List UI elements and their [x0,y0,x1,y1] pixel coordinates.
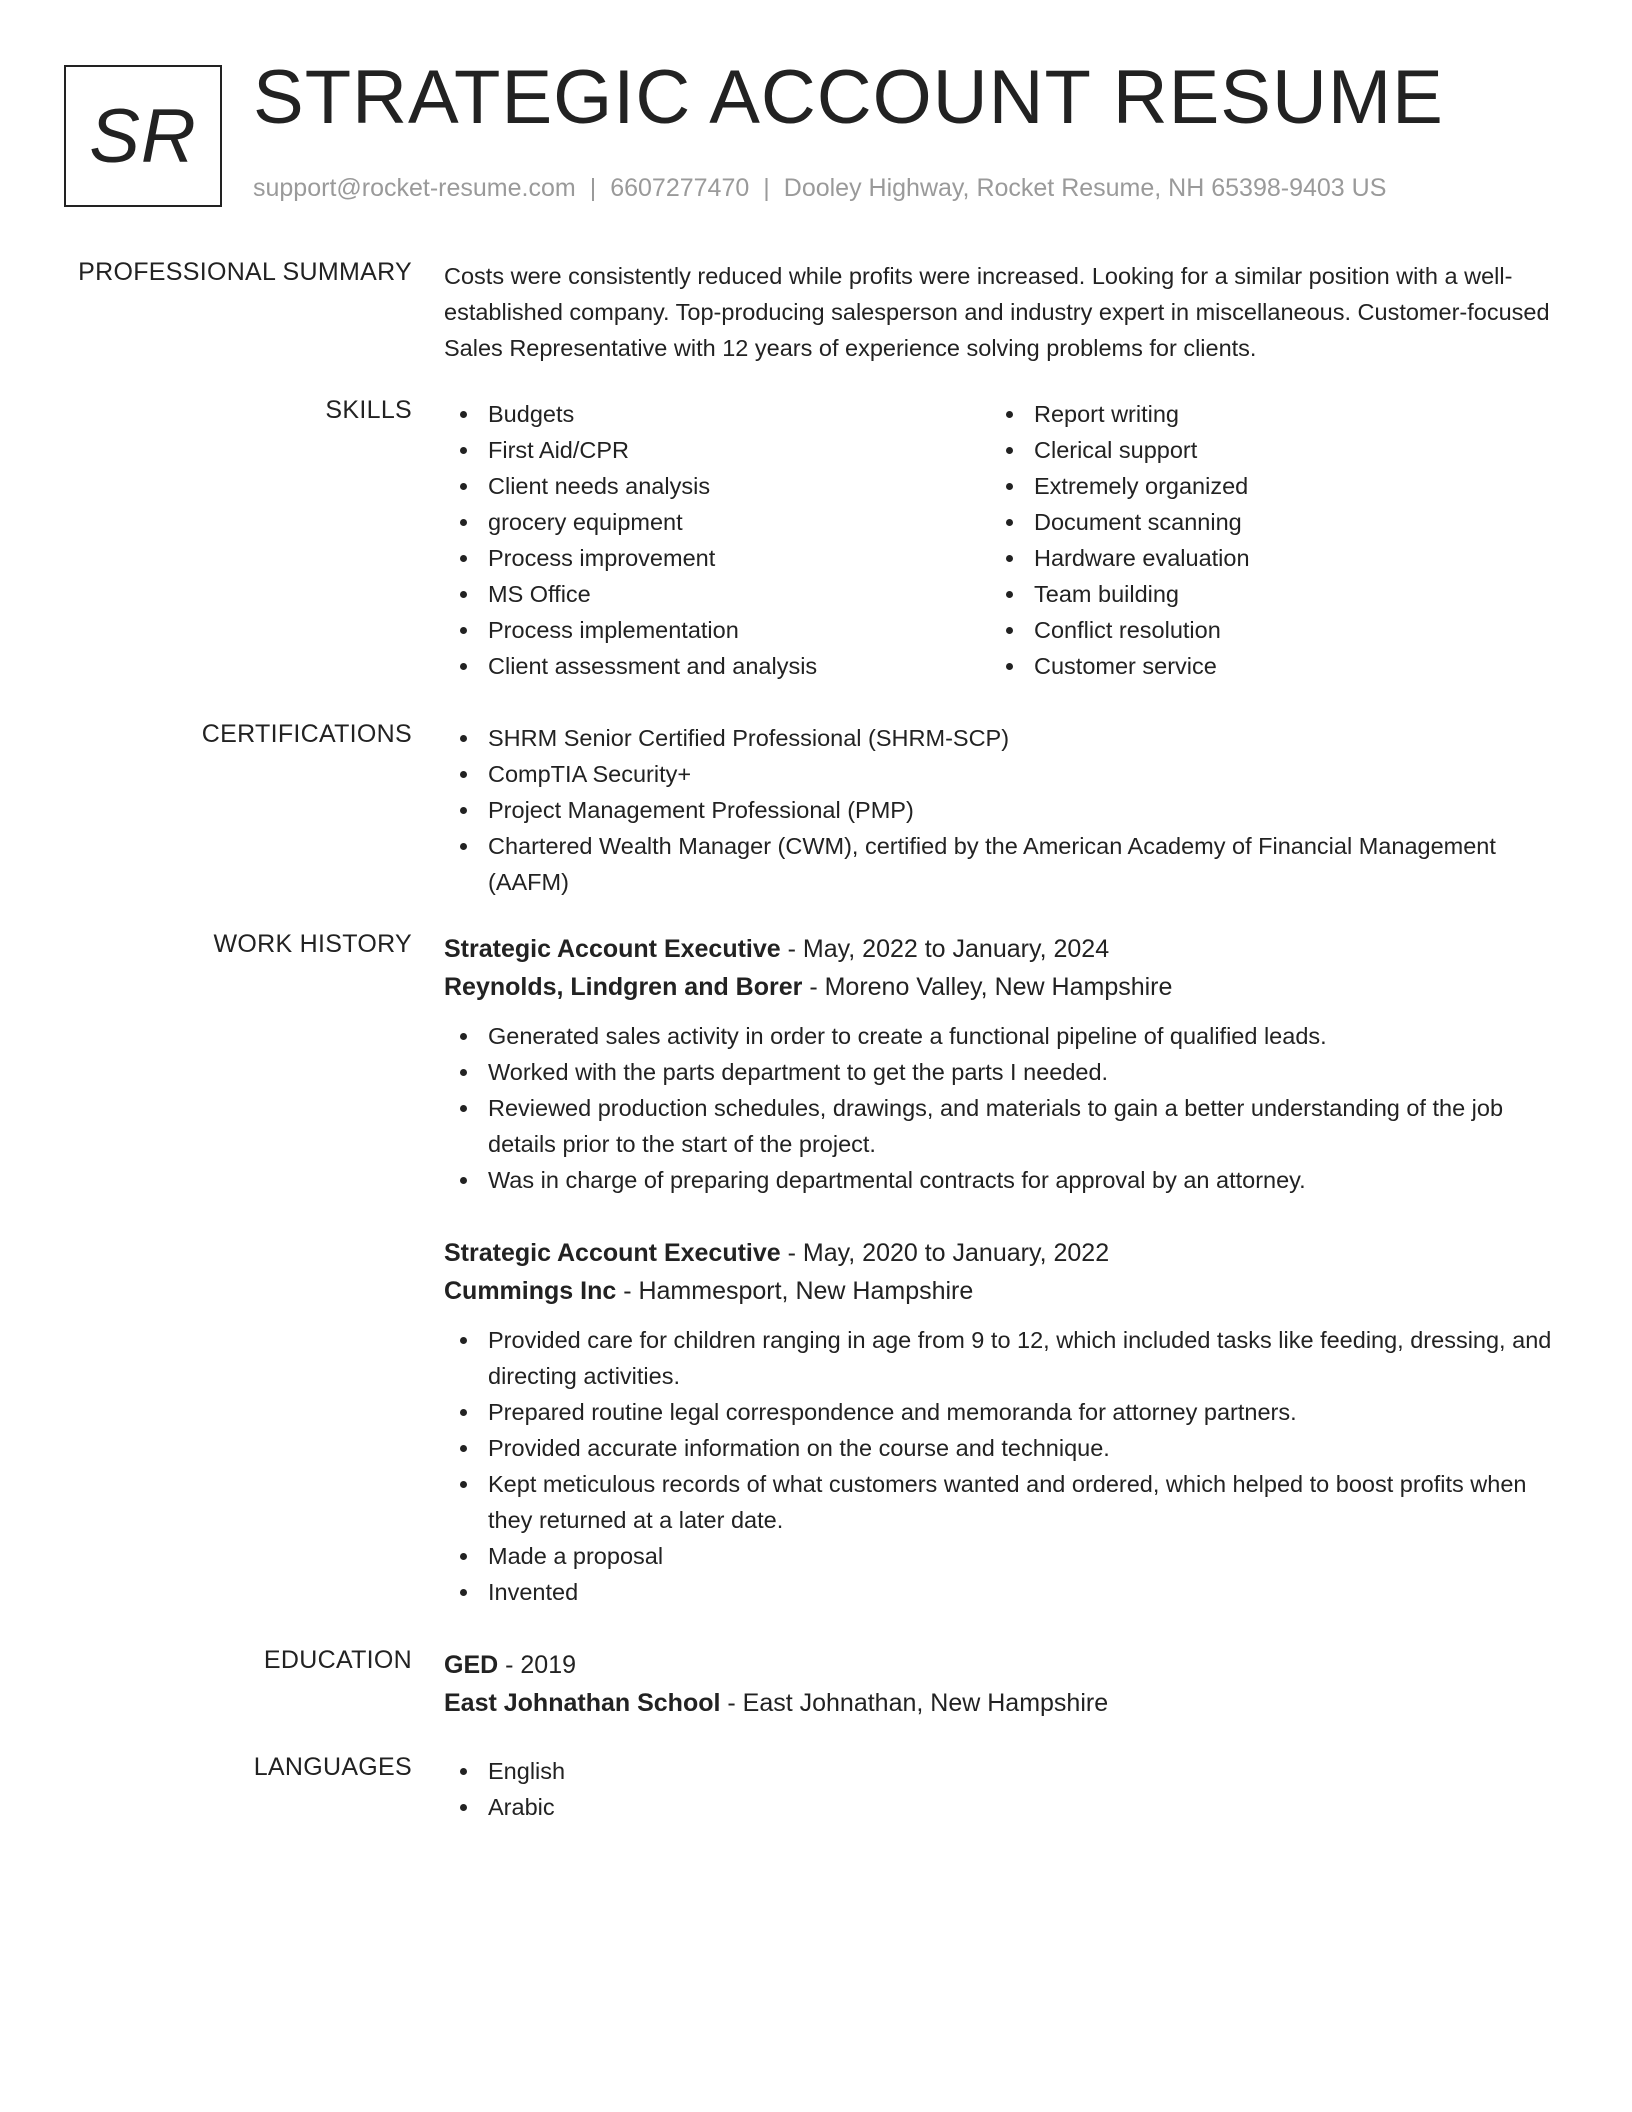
education-year: - 2019 [498,1651,577,1679]
job-bullet: Was in charge of preparing departmental contracts for approval by an attorney. [444,1162,1564,1198]
contact-email[interactable]: support@rocket-resume.com [253,174,576,202]
certification-item: SHRM Senior Certified Professional (SHRM-SCP) [444,720,1564,756]
job-company: Cummings Inc [444,1277,617,1305]
job-bullet: Prepared routine legal correspondence and memoranda for attorney partners. [444,1394,1564,1430]
job-bullet: Kept meticulous records of what customers wanted and ordered, which helped to boost profits when they returned at a later date. [444,1466,1564,1538]
skill-item: Clerical support [990,432,1536,468]
section-label: PROFESSIONAL SUMMARY [78,258,412,286]
job-bullet: Worked with the parts department to get the parts I needed. [444,1054,1564,1090]
skill-item: MS Office [444,576,990,612]
education-degree-line [444,1646,1564,1684]
job-bullets [444,1322,1564,1610]
job-location: - Hammesport, New Hampshire [616,1277,974,1305]
skill-item: Report writing [990,396,1536,432]
skill-item: Process implementation [444,612,990,648]
summary-text: Costs were consistently reduced while profits were increased. Looking for a similar position with a well-established company. Top-producing salesperson and industry expert in miscellaneous. Customer-focused Sales Representative with 12 years of experience solving problems for clients. [444,263,1550,361]
section-label: WORK HISTORY [213,930,412,958]
job-title: Strategic Account Executive [444,1239,781,1267]
languages-list [444,1753,1564,1825]
job-location: - Moreno Valley, New Hampshire [802,973,1173,1001]
skill-item: Customer service [990,648,1536,684]
skill-item: Hardware evaluation [990,540,1536,576]
job-dates: - May, 2022 to January, 2024 [780,935,1110,963]
certifications-list [444,720,1564,900]
job-bullet: Made a proposal [444,1538,1564,1574]
job-bullet: Invented [444,1574,1564,1610]
job-title-line [444,930,1564,968]
job-entry [444,930,1564,1198]
education-body [444,1646,1564,1722]
skill-item: Team building [990,576,1536,612]
certification-item: Chartered Wealth Manager (CWM), certified by the American Academy of Financial Management (AAFM) [444,828,1564,900]
skills-grid [444,396,1564,684]
skill-item: grocery equipment [444,504,990,540]
section-label: LANGUAGES [253,1753,412,1781]
education-school: East Johnathan School [444,1689,721,1717]
certifications-body [444,720,1564,900]
skill-item: Document scanning [990,504,1536,540]
skill-item: Budgets [444,396,990,432]
job-company: Reynolds, Lindgren and Borer [444,973,803,1001]
skills-list-right [990,396,1536,684]
job-company-line [444,1272,1564,1310]
contact-separator: | [589,174,597,202]
monogram-badge: SR [64,65,222,207]
section-label: EDUCATION [263,1646,412,1674]
skill-item: Conflict resolution [990,612,1536,648]
contact-address: Dooley Highway, Rocket Resume, NH 65398-9403 US [783,174,1387,202]
contact-line [253,174,1386,203]
section-label: SKILLS [325,396,412,424]
certification-item: CompTIA Security+ [444,756,1564,792]
skill-item: First Aid/CPR [444,432,990,468]
summary-body [444,258,1564,366]
job-dates: - May, 2020 to January, 2022 [780,1239,1110,1267]
resume-title: STRATEGIC ACCOUNT RESUME [253,55,1444,140]
language-item: Arabic [444,1789,1564,1825]
section-label: CERTIFICATIONS [201,720,412,748]
job-bullet: Provided accurate information on the course and technique. [444,1430,1564,1466]
job-entry [444,1234,1564,1610]
contact-phone[interactable]: 6607277470 [610,174,750,202]
work-history-body [444,1234,1564,1610]
skill-item: Client assessment and analysis [444,648,990,684]
language-item: English [444,1753,1564,1789]
job-company-line [444,968,1564,1006]
certification-item: Project Management Professional (PMP) [444,792,1564,828]
skill-item: Client needs analysis [444,468,990,504]
job-bullet: Provided care for children ranging in age from 9 to 12, which included tasks like feeding, dressing, and directing activities. [444,1322,1564,1394]
job-bullet: Generated sales activity in order to create a functional pipeline of qualified leads. [444,1018,1564,1054]
job-title: Strategic Account Executive [444,935,781,963]
education-school-line [444,1684,1564,1722]
work-history-body [444,930,1564,1198]
skill-item: Extremely organized [990,468,1536,504]
languages-body [444,1753,1564,1825]
skills-list-left [444,396,990,684]
education-location: - East Johnathan, New Hampshire [720,1689,1109,1717]
education-degree: GED [444,1651,499,1679]
job-title-line [444,1234,1564,1272]
contact-separator: | [763,174,770,202]
skill-item: Process improvement [444,540,990,576]
job-bullets [444,1018,1564,1198]
job-bullet: Reviewed production schedules, drawings, and materials to gain a better understanding of the job details prior to the start of the project. [444,1090,1564,1162]
